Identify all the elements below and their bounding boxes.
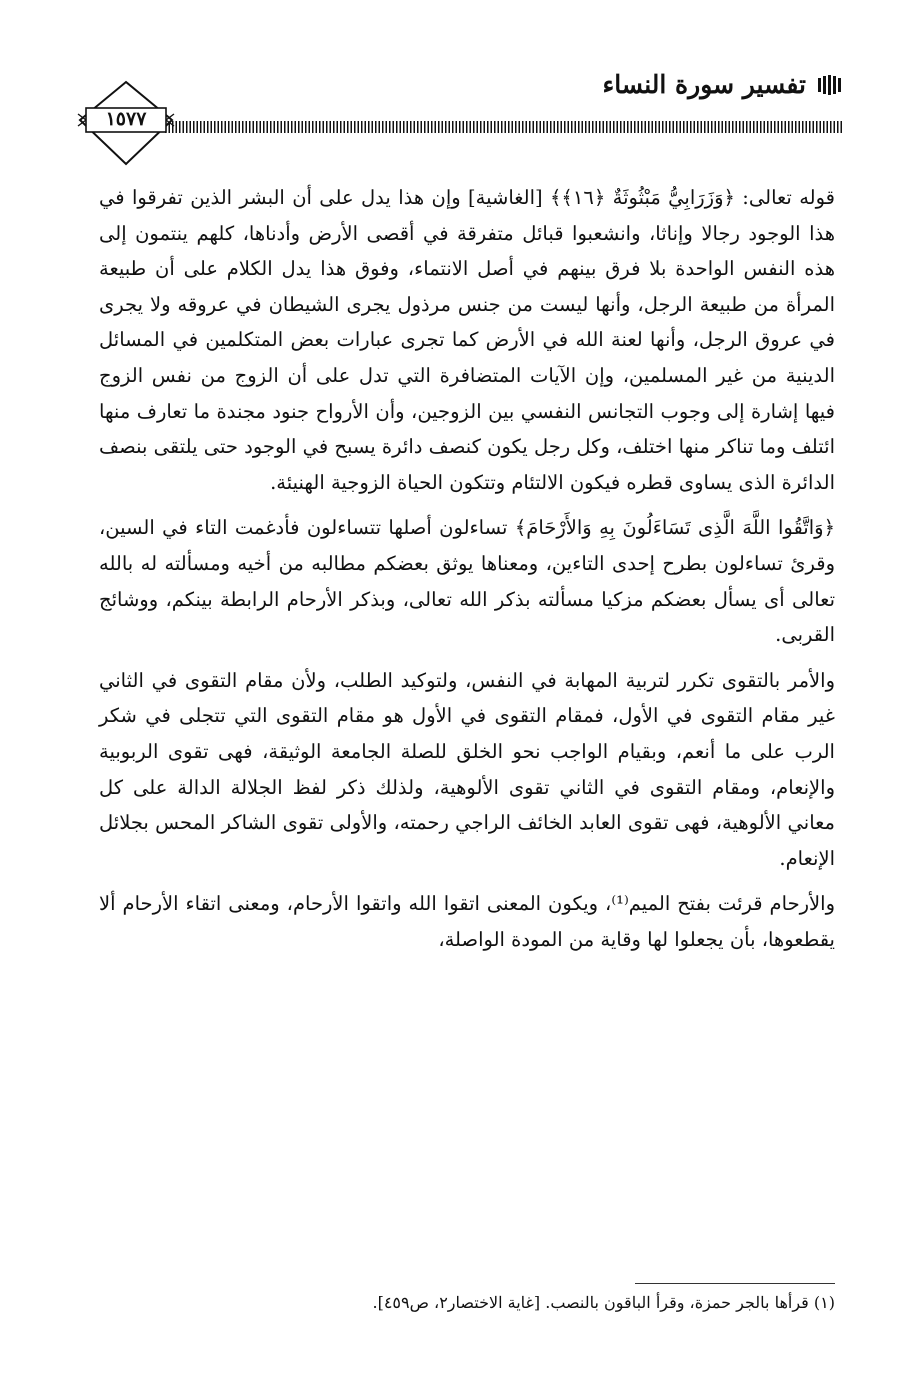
line: جنس مرذول يجرى الشيطان في عروقه ولا يجرى في عروق الرجل، وأنها لعنة [99,292,835,352]
footnote-rule [635,1283,835,1284]
line: مطالبه من أخيه ومسألته له بالله تعالى أى يسأل بعضكم مزكيا مسألته بذكر الله [99,551,835,611]
line: الجامعة الوثيقة، فهى تقوى الربوبية والإنعام، ومقام التقوى في الثاني تقوى [99,739,835,799]
line: في الوجود حتى يلتقى بنصف الدائرة الذى يساوى قطره فيكون الالتئام وتتكون [99,435,835,494]
running-head [603,70,842,99]
line: وفوق هذا يدل الكلام على أن طبيعة المرأة من طبيعة الرجل، وأنها ليست من [99,257,835,316]
header-rule [165,121,842,133]
ornament-icon [816,74,842,96]
line: وأدناها، كلهم ينتمون إلى هذه النفس الواحدة بلا فرق بينهم في أصل الانتماء، [99,221,836,281]
footnote: (١) قرأها بالجر حمزة، وقرأ الباقون بالنصب. [غاية الاختصار٢، ص٤٥٩]. [372,1293,835,1312]
line: تعالى، وبذكر الأرحام الرابطة بينكم، ووشائج القربى. [99,587,835,647]
line: والأمر بالتقوى تكرر لتربية المهابة في النفس، ولتوكيد الطلب، ولأن مقام [245,668,836,692]
paragraph-4 [99,886,835,957]
line: ومعنى اتقاء الأرحام ألا يقطعوها، بأن يجعلوا لها وقاية من المودة الواصلة، [99,892,835,951]
line: إشارة إلى وجوب التجانس النفسي بين الزوجين، وأن الأرواح جنود مجندة ما [193,399,799,423]
line: المسلمين، وإن الآيات المتضافرة التي تدل على أن الزوج من نفس الزوج فيها [99,363,835,423]
chapter-title: تفسير سورة النساء [602,70,806,99]
page-number: ١٥٧٧ [105,108,147,130]
line: تعارف منها ائتلف وما تناكر منها اختلف، وكل رجل يكون كنصف دائرة يسبح [99,399,835,459]
line: الحياة الزوجية الهنيئة. [270,470,444,494]
paragraph-2 [99,510,835,652]
body-text [99,180,835,967]
paragraph-3 [99,663,835,877]
line: العابد الخائف الراجي رحمته، والأولى تقوى الشاكر المحس بجلائل الإنعام. [99,811,835,870]
line: والأرحام قرئت بفتح الميم⁽¹⁾، ويكون المعنى اتقوا الله واتقوا الأرحام، [286,892,835,916]
line: التقوى التي تتجلى في شكر الرب على ما أنعم، وبقيام الواجب نحو الخلق للصلة [99,704,835,763]
line: ﴿وَاتَّقُوا اللَّهَ الَّذِى تَسَاءَلُونَ بِهِ وَالأَرْحَامَ﴾ تساءلون أصلها تتساءلون فأدغمت [234,516,835,540]
line: الله في الأرض كما تجرى عبارات بعض المتكلمين في المسائل الدينية من غير [99,328,836,387]
paragraph-1 [99,180,835,500]
line: التقوى في الثاني غير مقام التقوى في الأول، فمقام التقوى في الأول هو مقام [99,668,835,728]
line: تفرقوا في هذا الوجود رجالا وإناثا، وانشعبوا قبائل متفرقة في أقصى الأرض [99,186,836,245]
line: التاء في السين، وقرئ تساءلون بطرح إحدى التاءين، ومعناها يوثق بعضكم [99,516,835,575]
line: قوله تعالى: ﴿وَزَرَابِيُّ مَبْثُوثَةٌ ﴿١٦﴾﴾ [الغاشية] وإن هذا يدل على أن البشر الذين [190,186,836,209]
line: الألوهية، ولذلك ذكر لفظ الجلالة الدالة على كل معاني الألوهية، فهى تقوى [99,775,835,835]
